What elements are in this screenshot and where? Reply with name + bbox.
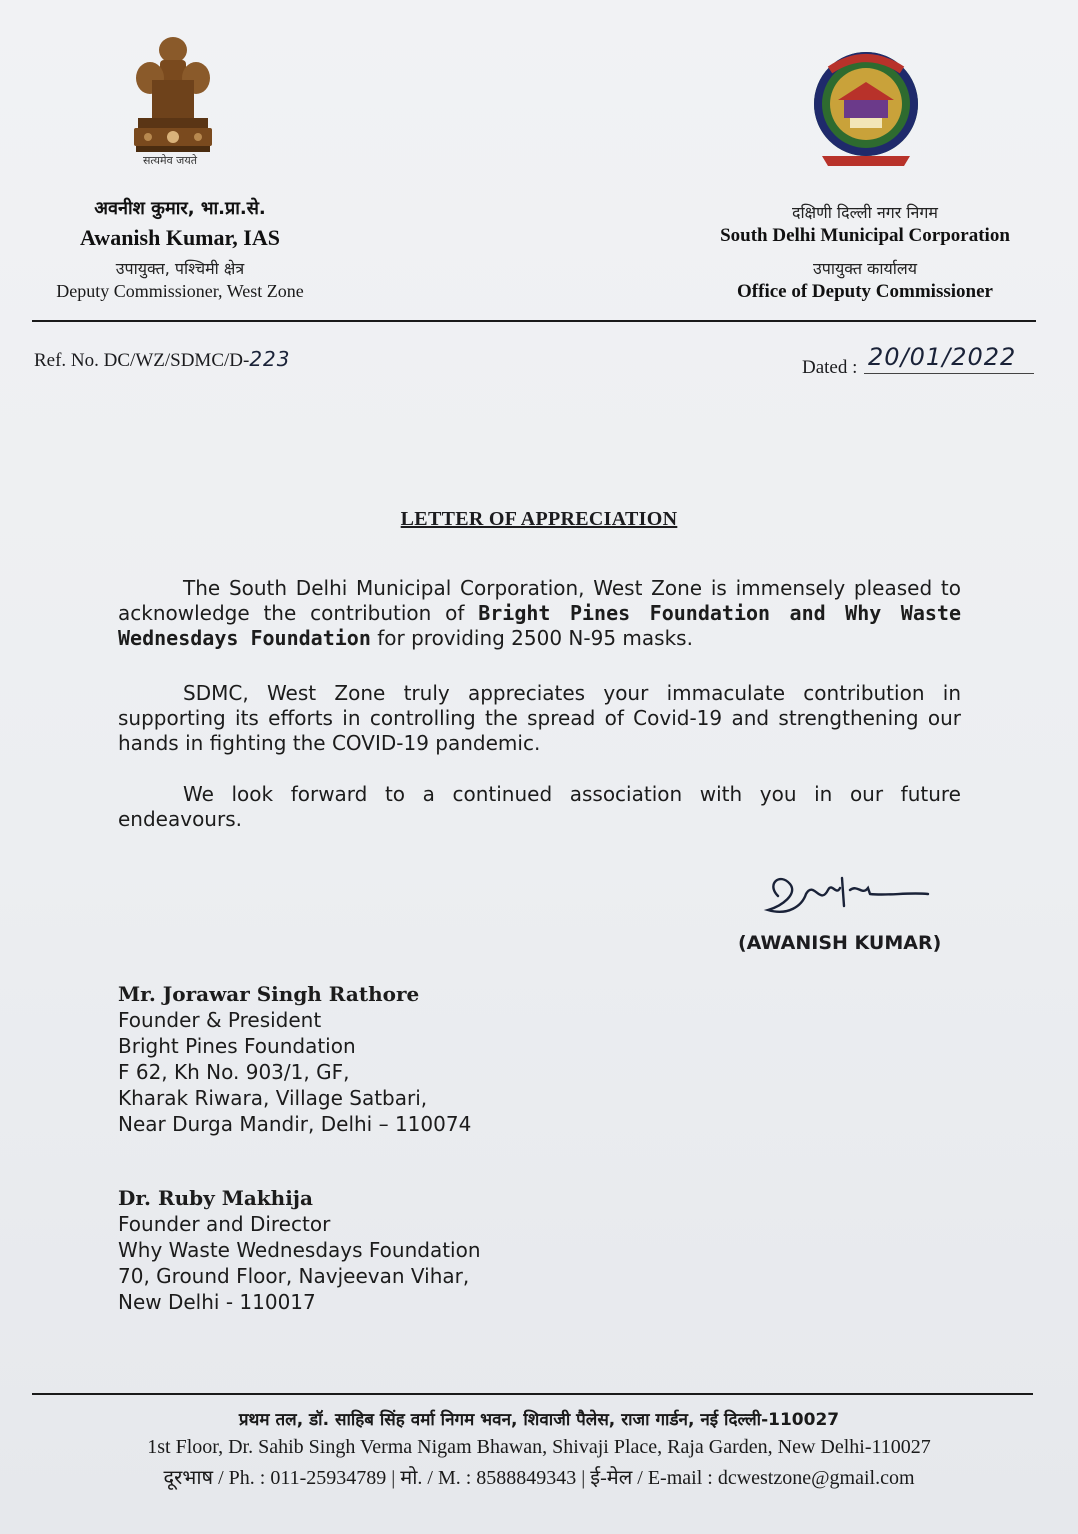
signatory-name: (AWANISH KUMAR) bbox=[738, 932, 942, 954]
officer-name-hindi: अवनीश कुमार, भा.प्रा.से. bbox=[94, 198, 266, 219]
paragraph-2: SDMC, West Zone truly appreciates your immaculate contribution in supporting its efforts in controlling the spread of Covid-19 and strengthening our hands in fighting the COVID-19 pandemic. bbox=[118, 681, 961, 755]
org-name: South Delhi Municipal Corporation bbox=[720, 225, 1010, 246]
office-name-hindi: उपायुक्त कार्यालय bbox=[812, 259, 918, 278]
recipient-2-line: Founder and Director bbox=[118, 1212, 331, 1236]
recipient-2-line: 70, Ground Floor, Navjeevan Vihar, bbox=[118, 1264, 470, 1288]
paragraph-1-end: for providing 2500 N-95 masks. bbox=[370, 626, 693, 650]
designation-hindi: उपायुक्त, पश्चिमी क्षेत्र bbox=[115, 259, 245, 278]
recipient-2-line: Why Waste Wednesdays Foundation bbox=[118, 1238, 481, 1262]
recipient-2-name: Dr. Ruby Makhija bbox=[118, 1186, 313, 1210]
dated-value: 20/01/2022 bbox=[868, 343, 1017, 371]
national-emblem-icon bbox=[118, 30, 228, 170]
paragraph-1 bbox=[118, 576, 961, 651]
footer-divider bbox=[32, 1393, 1033, 1395]
footer-address: 1st Floor, Dr. Sahib Singh Verma Nigam Bhawan, Shivaji Place, Raja Garden, New Delhi-110027 bbox=[147, 1436, 931, 1458]
paragraph-1-orgs: Bright Pines Foundation and Why Waste Wednesdays Foundation bbox=[118, 601, 961, 650]
paragraph-3: We look forward to a continued association with you in our future endeavours. bbox=[118, 782, 961, 831]
sdmc-seal-icon bbox=[808, 48, 924, 170]
org-name-hindi: दक्षिणी दिल्ली नगर निगम bbox=[792, 203, 938, 222]
header-divider bbox=[32, 320, 1036, 322]
designation: Deputy Commissioner, West Zone bbox=[56, 281, 304, 301]
officer-name: Awanish Kumar, IAS bbox=[80, 225, 280, 250]
signature-icon bbox=[758, 866, 938, 928]
recipient-1-line: F 62, Kh No. 903/1, GF, bbox=[118, 1060, 350, 1084]
letter-title: LETTER OF APPRECIATION bbox=[400, 508, 678, 530]
ref-number: 223 bbox=[249, 347, 291, 371]
office-name: Office of Deputy Commissioner bbox=[737, 281, 993, 302]
recipient-2 bbox=[118, 1185, 481, 1315]
footer-address-hindi: प्रथम तल, डॉ. साहिब सिंह वर्मा निगम भवन, शिवाजी पैलेस, राजा गार्डन, नई दिल्ली-110027 bbox=[238, 1410, 840, 1430]
reference-number bbox=[34, 347, 291, 372]
dated-underline bbox=[864, 373, 1034, 374]
footer-contact: दूरभाष / Ph. : 011-25934789 | मो. / M. : 8588849343 | ई-मेल / E-mail : dcwestzone@gmail.com bbox=[163, 1467, 915, 1489]
recipient-1-line: Near Durga Mandir, Delhi – 110074 bbox=[118, 1112, 472, 1136]
ref-label: Ref. No. DC/WZ/SDMC/D- bbox=[34, 350, 250, 371]
recipient-1-name: Mr. Jorawar Singh Rathore bbox=[118, 982, 420, 1006]
recipient-1-line: Kharak Riwara, Village Satbari, bbox=[118, 1086, 428, 1110]
emblem-motto: सत्यमेव जयते bbox=[142, 154, 197, 167]
recipient-1 bbox=[118, 981, 471, 1137]
recipient-1-line: Bright Pines Foundation bbox=[118, 1034, 356, 1058]
recipient-2-line: New Delhi - 110017 bbox=[118, 1290, 316, 1314]
paragraph-1-text: The South Delhi Municipal Corporation, West Zone is immensely pleased to acknowledge the contribution of bbox=[118, 576, 961, 625]
recipient-1-line: Founder & President bbox=[118, 1008, 322, 1032]
dated-label: Dated : bbox=[802, 357, 858, 378]
